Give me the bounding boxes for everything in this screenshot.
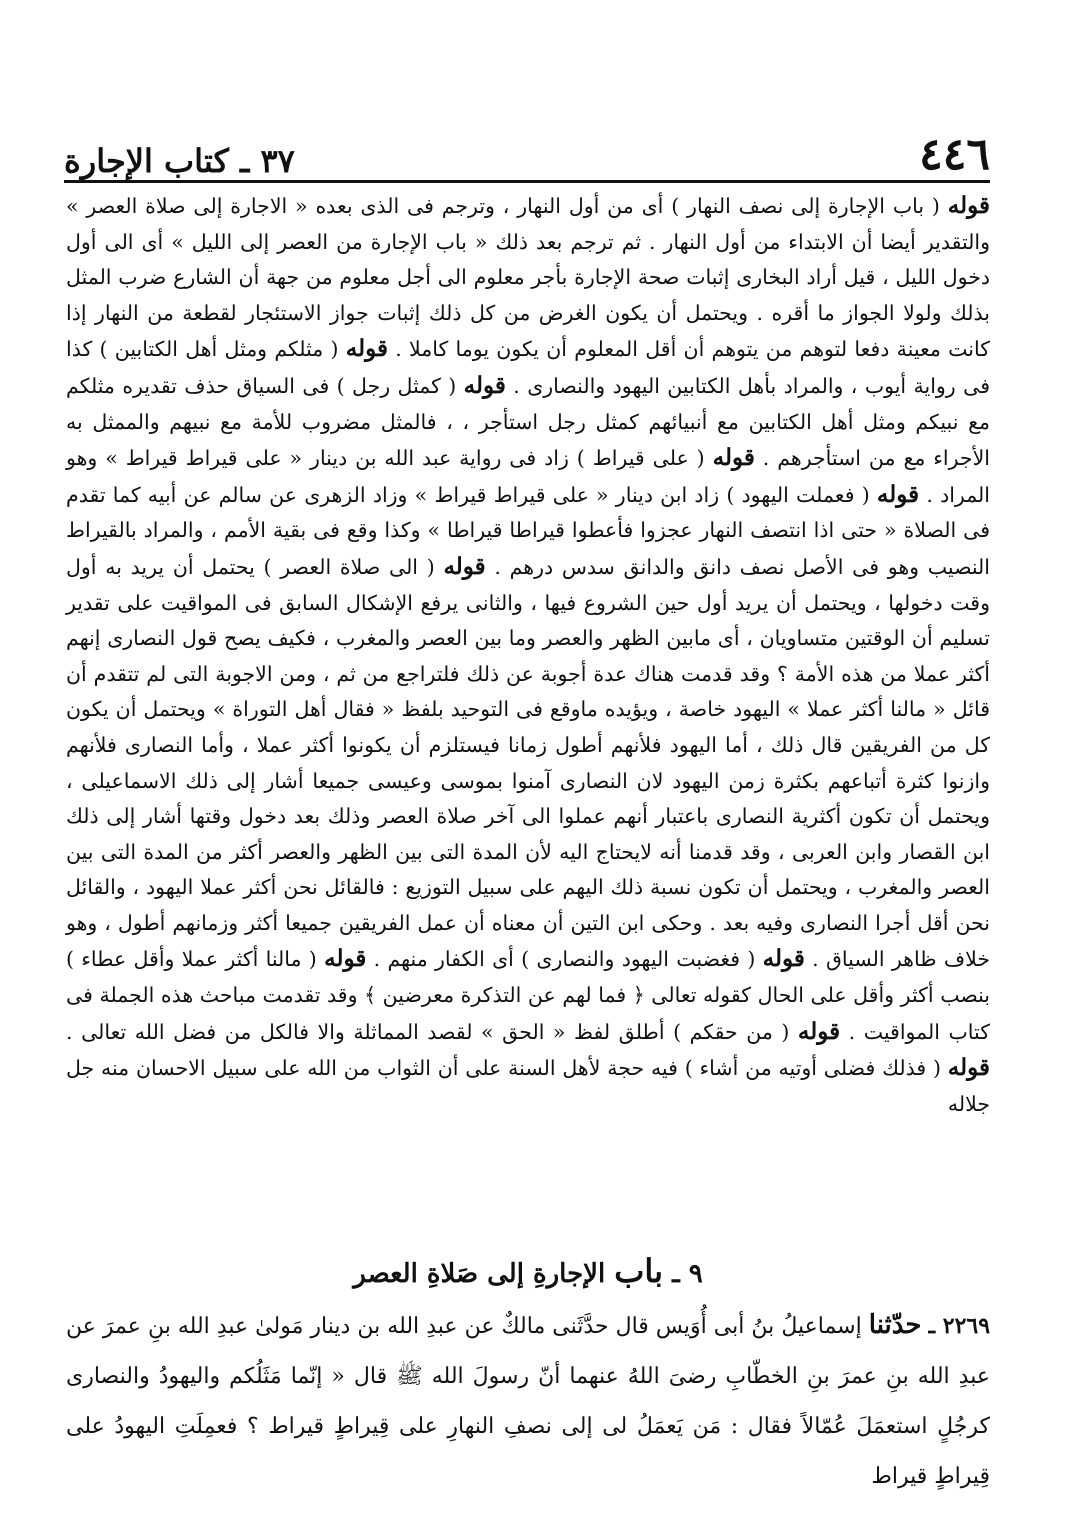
qawluhu-keyword: قوله (797, 1017, 841, 1045)
page-number: ٤٤٦ (919, 129, 990, 180)
commentary-segment-4: ( على قيراط ) زاد فى رواية عبد الله بن دينار « على قيراط قيراط » وهو المراد . (66, 446, 991, 507)
qawluhu-keyword: قوله (463, 371, 506, 399)
commentary-block (66, 188, 990, 1122)
chapter-number: ٩ ـ (672, 1259, 703, 1289)
running-chapter-title: ٣٧ ـ كتاب الإجارة (64, 142, 295, 180)
qawluhu-keyword: قوله (345, 335, 388, 363)
commentary-segment-1: ( باب الإجارة إلى نصف النهار ) أى من أول النهار ، وترجم فى الذى بعده « الاجارة إلى صلاة العصر » والتقدير أيضا أن الابتداء من أول النهار . ثم ترجم بعد ذلك « باب الإجارة من العصر إلى الليل » أى الى أول دخول الليل ، قيل أراد البخارى إثبات صحة الإجارة بأجر معلوم الى أجل معلوم من جهة أن الشارع ضرب المثل بذلك ولولا الجواز ما أقره . ويحتمل أن يكون الغرض من كل ذلك إثبات جواز الاستئجار لقطعة من النهار إذا كانت معينة دفعا لتوهم من يتوهم أن أقل المعلوم أن يكون يوما كاملا . (66, 194, 990, 362)
commentary-segment-2: ( مثلكم ومثل أهل الكتابين ) كذا فى رواية أيوب ، والمراد بأهل الكتابين اليهود والنصارى . (66, 337, 990, 398)
qawluhu-keyword: قوله (443, 552, 486, 580)
commentary-segment-9: ( من حقكم ) أطلق لفظ « الحق » لقصد المماثلة والا فالكل من فضل الله تعالى . (66, 1019, 798, 1044)
haddathana-word: حدّثنا (868, 1310, 922, 1340)
chapter-heading (66, 1252, 990, 1290)
commentary-segment-5: ( فعملت اليهود ) زاد ابن دينار « على قيراط قيراط » وزاد الزهرى عن سالم عن أبيه كما تقدم فى الصلاة « حتى اذا انتصف النهار عجزوا فأعطوا قيراطا قيراطا » وكذا وقع فى بقية الأمم ، والمراد بالقيراط النصيب وهو فى الأصل نصف دانق والدانق سدس درهم . (66, 482, 990, 579)
commentary-paragraph (66, 188, 990, 1122)
hadith-paragraph (66, 1300, 990, 1502)
hadith-number: ٢٢٦٩ ـ (928, 1313, 991, 1339)
chapter-heading-title: الإجارةِ إلى صَلاةِ العصر (353, 1259, 606, 1289)
commentary-segment-3: ( كمثل رجل ) فى السياق حذف تقديره مثلكم مع نبيكم ومثل أهل الكتابين مع أنبيائهم كمثل رجل استأجر ، ، فالمثل مضروب للأمة مع نبيهم والممثل به الأجراء مع من استأجرهم . (66, 373, 990, 471)
qawluhu-keyword: قوله (947, 192, 990, 219)
qawluhu-keyword: قوله (712, 444, 755, 472)
commentary-segment-7: ( فغضبت اليهود والنصارى ) أى الكفار منهم . (366, 947, 763, 972)
qawluhu-keyword: قوله (876, 480, 920, 508)
commentary-segment-10: ( فذلك فضلى أوتيه من أشاء ) فيه حجة لأهل السنة على أن الثواب من الله على سبيل الاحسان منه جل جلاله (66, 1056, 990, 1116)
commentary-segment-8: ( مالنا أكثر عملا وأقل عطاء ) بنصب أكثر وأقل على الحال كقوله تعالى ﴿ فما لهم عن التذكرة معرضين ﴾ وقد تقدمت مباحث هذه الجملة فى كتاب المواقيت . (66, 947, 990, 1044)
header-rule (64, 180, 990, 183)
hadith-text: إسماعيلُ بنُ أبى أُوَيس قال حدَّثَنى مالكٌ عن عبدِ الله بن دينار مَولىٰ عبدِ الله بنِ عمرَ عن عبدِ الله بنِ عمرَ بنِ الخطّابِ رضىَ اللهُ عنهما أنّ رسولَ الله ﷺ قال « إنّما مَثَلُكم واليهودُ والنصارى كرجُلٍ استعمَلَ عُمّالاً فقال : مَن يَعمَلُ لى إلى نصفِ النهارِ على قِيراطٍ قيراط ؟ فعمِلَتِ اليهودُ على قِيراطٍ قيراط (66, 1314, 990, 1489)
page-header (64, 120, 990, 180)
qawluhu-keyword: قوله (762, 945, 805, 973)
commentary-segment-6: ( الى صلاة العصر ) يحتمل أن يريد به أول وقت دخولها ، ويحتمل أن يريد أول حين الشروع فيها ، والثانى يرفع الإشكال السابق فى المواقيت على تقدير تسليم أن الوقتين متساويان ، أى مابين الظهر والعصر وما بين العصر والمغرب ، فكيف يصح قول النصارى إنهم أكثر عملا من هذه الأمة ؟ وقد قدمت هناك عدة أجوبة عن ذلك فلتراجع من ثم ، ومن الاجوبة التى لم تتقدم أن قائل « مالنا أكثر عملا » اليهود خاصة ، ويؤيده ماوقع فى التوحيد بلفظ « فقال أهل التوراة » ويحتمل أن يكون كل من الفريقين قال ذلك ، أما اليهود فلأنهم أطول زمانا فيستلزم أن يكونوا أكثر عملا ، وأما النصارى فلأنهم وازنوا كثرة أتباعهم بكثرة زمن اليهود لان النصارى آمنوا بموسى وعيسى جميعا أشار إلى ذلك الاسماعيلى ، ويحتمل أن تكون أكثرية النصارى باعتبار أنهم عملوا الى آخر صلاة العصر وذلك بعد دخول وقتها أشار إلى ذلك ابن القصار وابن العربى ، وقد قدمنا أنه لايحتاج اليه لأن المدة التى بين الظهر والعصر أكثر من المدة التى بين العصر والمغرب ، ويحتمل أن تكون نسبة ذلك اليهم على سبيل التوزيع : فالقائل نحن أكثر عملا اليهود ، والقائل نحن أقل أجرا النصارى وفيه بعد . وحكى ابن التين أن معناه أن عمل الفريقين جميعا أكثر وزمانهم أطول ، وهو خلاف ظاهر السياق . (66, 554, 991, 972)
qawluhu-keyword: قوله (947, 1054, 990, 1082)
hadith-block (66, 1300, 990, 1502)
qawluhu-keyword: قوله (324, 945, 367, 973)
bab-word: باب (614, 1252, 664, 1290)
